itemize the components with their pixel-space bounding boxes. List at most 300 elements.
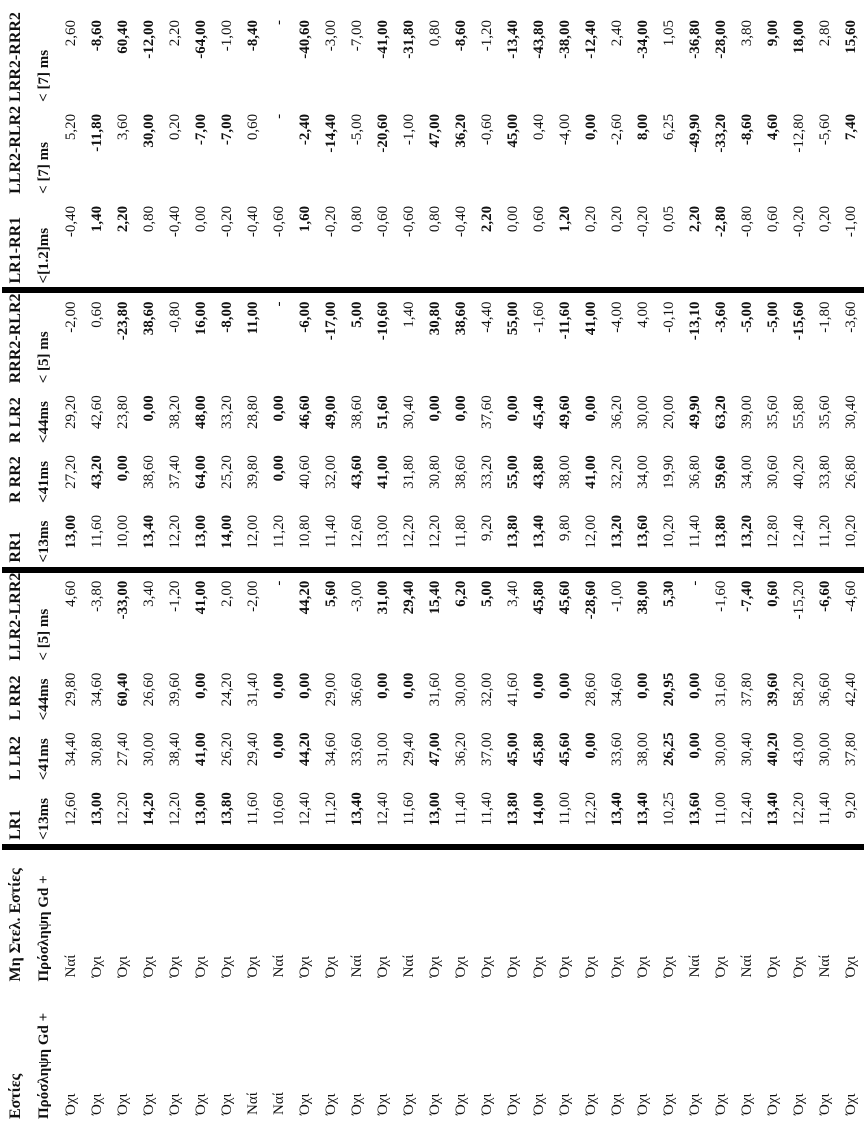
table-cell: - — [266, 290, 292, 387]
table-cell: Όχι — [526, 988, 552, 1125]
col-header-l-rr2: L RR2 — [2, 665, 30, 725]
table-cell: Όχι — [786, 847, 812, 988]
table-cell: -13,10 — [682, 290, 708, 387]
table-cell: 0,00 — [370, 665, 396, 725]
table-cell: 43,60 — [344, 447, 370, 507]
table-cell: 0,00 — [266, 447, 292, 507]
table-cell: -13,40 — [500, 12, 526, 106]
table-cell: 12,20 — [786, 784, 812, 847]
table-cell: 41,60 — [500, 665, 526, 725]
table-cell: 38,60 — [448, 447, 474, 507]
table-cell: 12,20 — [110, 784, 136, 847]
table-cell: 38,40 — [162, 724, 188, 784]
table-cell: 13,40 — [630, 784, 656, 847]
table-cell: 64,00 — [188, 447, 214, 507]
table-cell: -0,20 — [318, 198, 344, 291]
col-subheader-12: < [7] ms — [30, 12, 58, 106]
table-cell: 14,00 — [214, 507, 240, 570]
table-cell: -49,90 — [682, 106, 708, 198]
table-cell: -23,80 — [110, 290, 136, 387]
table-cell: 30,40 — [396, 387, 422, 447]
table-row — [526, 12, 552, 1125]
table-cell: -2,00 — [240, 570, 266, 665]
col-subheader-11: < [7] ms — [30, 106, 58, 198]
table-row — [448, 12, 474, 1125]
table-cell: - — [266, 570, 292, 665]
table-row — [162, 12, 188, 1125]
table-cell: Όχι — [84, 847, 110, 988]
table-cell: 40,60 — [292, 447, 318, 507]
table-cell: 34,60 — [604, 665, 630, 725]
table-cell: Όχι — [734, 988, 760, 1125]
col-header-r-rr2: R RR2 — [2, 447, 30, 507]
table-cell: Ναί — [396, 847, 422, 988]
table-cell: -4,00 — [552, 106, 578, 198]
table-cell: Όχι — [838, 847, 864, 988]
table-cell: 12,40 — [734, 784, 760, 847]
table-row — [578, 12, 604, 1125]
table-cell: -5,00 — [760, 290, 786, 387]
table-row — [474, 12, 500, 1125]
table-cell: 8,00 — [630, 106, 656, 198]
table-cell: 33,80 — [812, 447, 838, 507]
table-row — [630, 12, 656, 1125]
table-cell: Όχι — [448, 988, 474, 1125]
table-cell: 30,00 — [136, 106, 162, 198]
table-cell: 0,40 — [526, 106, 552, 198]
table-cell: Ναί — [58, 847, 84, 988]
table-cell: 36,60 — [812, 665, 838, 725]
table-cell: -40,60 — [292, 12, 318, 106]
col-header-llr2-rlr2: LLR2-RLR2 — [2, 106, 30, 198]
table-cell: Όχι — [136, 847, 162, 988]
table-cell: 30,40 — [838, 387, 864, 447]
table-cell: 33,20 — [474, 447, 500, 507]
table-cell: 13,00 — [188, 784, 214, 847]
table-cell: 0,00 — [500, 198, 526, 291]
table-row — [292, 12, 318, 1125]
table-cell: 11,20 — [318, 784, 344, 847]
table-cell: 12,20 — [162, 784, 188, 847]
table-cell: Όχι — [110, 988, 136, 1125]
table-cell: 32,20 — [604, 447, 630, 507]
table-cell: Όχι — [344, 988, 370, 1125]
table-cell: 0,80 — [422, 12, 448, 106]
table-cell: Όχι — [786, 988, 812, 1125]
table-cell: 26,60 — [136, 665, 162, 725]
table-cell: 13,40 — [136, 507, 162, 570]
table-cell: -15,60 — [786, 290, 812, 387]
table-row — [396, 12, 422, 1125]
table-row — [838, 12, 864, 1125]
table-cell: 0,60 — [526, 198, 552, 291]
table-cell: 11,40 — [448, 784, 474, 847]
table-cell: -0,80 — [162, 290, 188, 387]
table-cell: 28,80 — [240, 387, 266, 447]
table-cell: 43,80 — [526, 447, 552, 507]
table-cell: -11,60 — [552, 290, 578, 387]
table-cell: 45,60 — [552, 724, 578, 784]
table-cell: Όχι — [526, 847, 552, 988]
table-cell: -8,40 — [240, 12, 266, 106]
table-cell: Ναί — [266, 988, 292, 1125]
table-cell: 30,80 — [84, 724, 110, 784]
table-cell: Όχι — [604, 988, 630, 1125]
header-row-labels — [2, 12, 30, 1125]
table-cell: 31,00 — [370, 724, 396, 784]
table-cell: 34,00 — [630, 447, 656, 507]
table-row — [84, 12, 110, 1125]
table-row — [58, 12, 84, 1125]
table-cell: 13,40 — [760, 784, 786, 847]
table-cell: 45,80 — [526, 570, 552, 665]
table-cell: 33,60 — [344, 724, 370, 784]
table-cell: 0,80 — [344, 198, 370, 291]
table-cell: 0,00 — [552, 665, 578, 725]
table-cell: Όχι — [448, 847, 474, 988]
table-cell: Όχι — [422, 847, 448, 988]
table-cell: -7,40 — [734, 570, 760, 665]
table-cell: 2,20 — [682, 198, 708, 291]
table-cell: 0,20 — [162, 106, 188, 198]
table-cell: -1,00 — [838, 198, 864, 291]
table-row — [682, 12, 708, 1125]
table-cell: 26,80 — [838, 447, 864, 507]
table-cell: 0,00 — [188, 665, 214, 725]
table-cell: 38,60 — [448, 290, 474, 387]
table-cell: 0,00 — [682, 724, 708, 784]
table-cell: 4,60 — [58, 570, 84, 665]
table-cell: 28,60 — [578, 665, 604, 725]
table-cell: -7,00 — [214, 106, 240, 198]
table-cell: 34,40 — [58, 724, 84, 784]
table-cell: 41,00 — [188, 724, 214, 784]
table-cell: 12,00 — [578, 507, 604, 570]
table-cell: 45,00 — [500, 724, 526, 784]
table-cell: 25,20 — [214, 447, 240, 507]
table-cell: 37,60 — [474, 387, 500, 447]
table-cell: 9,20 — [474, 507, 500, 570]
table-cell: 12,20 — [578, 784, 604, 847]
table-cell: 29,20 — [58, 387, 84, 447]
table-row — [656, 12, 682, 1125]
table-cell: 0,20 — [604, 198, 630, 291]
table-cell: 63,20 — [708, 387, 734, 447]
table-cell: 24,20 — [214, 665, 240, 725]
table-cell: 11,20 — [266, 507, 292, 570]
table-cell: -5,60 — [812, 106, 838, 198]
table-cell: 0,60 — [84, 290, 110, 387]
table-cell: -0,60 — [396, 198, 422, 291]
col-subheader-6: <13ms — [30, 507, 58, 570]
table-cell: 36,60 — [344, 665, 370, 725]
table-cell: -1,20 — [474, 12, 500, 106]
col-subheader-5: < [5] ms — [30, 570, 58, 665]
table-cell: Όχι — [552, 847, 578, 988]
table-cell: 0,20 — [578, 198, 604, 291]
table-cell: 11,60 — [396, 784, 422, 847]
table-cell: -43,80 — [526, 12, 552, 106]
table-cell: 6,20 — [448, 570, 474, 665]
table-cell: 29,40 — [240, 724, 266, 784]
table-cell: -2,60 — [604, 106, 630, 198]
table-cell: 44,20 — [292, 724, 318, 784]
table-cell: 13,00 — [422, 784, 448, 847]
table-cell: 38,00 — [552, 447, 578, 507]
table-cell: 55,80 — [786, 387, 812, 447]
table-cell: 11,20 — [812, 507, 838, 570]
table-cell: Όχι — [136, 988, 162, 1125]
table-cell: 0,00 — [578, 387, 604, 447]
table-cell: -0,20 — [214, 198, 240, 291]
table-cell: -1,00 — [604, 570, 630, 665]
table-cell: Όχι — [474, 988, 500, 1125]
table-row — [786, 12, 812, 1125]
table-cell: 0,05 — [656, 198, 682, 291]
table-cell: Ναί — [344, 847, 370, 988]
table-row — [188, 12, 214, 1125]
table-cell: 41,00 — [578, 447, 604, 507]
table-cell: -8,60 — [734, 106, 760, 198]
table-cell: - — [266, 12, 292, 106]
table-cell: 49,90 — [682, 387, 708, 447]
table-cell: 13,80 — [214, 784, 240, 847]
table-cell: 47,00 — [422, 724, 448, 784]
table-cell: 20,00 — [656, 387, 682, 447]
table-cell: Ναί — [682, 847, 708, 988]
table-cell: 29,00 — [318, 665, 344, 725]
table-cell: 0,00 — [396, 665, 422, 725]
table-cell: Ναί — [240, 988, 266, 1125]
col-header-lesions: Εστίες — [2, 988, 30, 1125]
table-cell: 10,20 — [656, 507, 682, 570]
table-cell: 13,60 — [630, 507, 656, 570]
table-cell: 0,00 — [110, 447, 136, 507]
table-cell: Όχι — [474, 847, 500, 988]
table-cell: Όχι — [656, 988, 682, 1125]
table-cell: 15,60 — [838, 12, 864, 106]
table-cell: -3,60 — [838, 290, 864, 387]
table-cell: 39,60 — [760, 665, 786, 725]
table-cell: 36,20 — [448, 724, 474, 784]
col-subheader-10: <[1.2]ms — [30, 198, 58, 291]
table-cell: - — [682, 570, 708, 665]
table-cell: 30,40 — [734, 724, 760, 784]
table-cell: 13,40 — [526, 507, 552, 570]
col-subheader-2: <13ms — [30, 784, 58, 847]
table-cell: 11,00 — [240, 290, 266, 387]
table-cell: 39,60 — [162, 665, 188, 725]
table-cell: 12,20 — [162, 507, 188, 570]
table-cell: -0,40 — [162, 198, 188, 291]
table-cell: 19,90 — [656, 447, 682, 507]
table-cell: 45,60 — [552, 570, 578, 665]
table-cell: 1,60 — [292, 198, 318, 291]
col-header-lr1-rr1: LR1-RR1 — [2, 198, 30, 291]
table-cell: 30,00 — [136, 724, 162, 784]
table-cell: 0,60 — [760, 198, 786, 291]
table-cell: 5,30 — [656, 570, 682, 665]
table-cell: Όχι — [604, 847, 630, 988]
table-cell: 11,00 — [552, 784, 578, 847]
table-cell: -7,00 — [344, 12, 370, 106]
table-cell: -10,60 — [370, 290, 396, 387]
table-cell: -12,00 — [136, 12, 162, 106]
table-row — [422, 12, 448, 1125]
table-cell: Όχι — [214, 847, 240, 988]
table-cell: 42,40 — [838, 665, 864, 725]
table-cell: -12,40 — [578, 12, 604, 106]
table-cell: 12,00 — [240, 507, 266, 570]
table-cell: 34,60 — [318, 724, 344, 784]
col-subheader-1: Πρόσληψη Gd + — [30, 847, 58, 988]
table-cell: Ναί — [812, 847, 838, 988]
table-cell: 32,00 — [474, 665, 500, 725]
table-cell: 0,00 — [422, 387, 448, 447]
table-cell: 23,80 — [110, 387, 136, 447]
table-cell: 10,00 — [110, 507, 136, 570]
table-cell: 44,20 — [292, 570, 318, 665]
table-cell: 40,20 — [760, 724, 786, 784]
table-cell: -0,40 — [448, 198, 474, 291]
table-cell: 3,60 — [110, 106, 136, 198]
table-cell: 42,60 — [84, 387, 110, 447]
col-subheader-4: <44ms — [30, 665, 58, 725]
table-cell: 2,20 — [474, 198, 500, 291]
table-cell: 0,00 — [500, 387, 526, 447]
table-cell: 31,60 — [708, 665, 734, 725]
table-cell: 29,40 — [396, 570, 422, 665]
col-subheader-8: <44ms — [30, 387, 58, 447]
table-cell: 0,00 — [682, 665, 708, 725]
table-cell: 55,00 — [500, 447, 526, 507]
table-cell: 0,00 — [266, 387, 292, 447]
table-cell: 11,80 — [448, 507, 474, 570]
table-cell: 12,40 — [370, 784, 396, 847]
table-cell: 0,80 — [422, 198, 448, 291]
table-cell: 45,00 — [500, 106, 526, 198]
table-cell: 20,95 — [656, 665, 682, 725]
table-row — [136, 12, 162, 1125]
table-cell: 0,00 — [448, 387, 474, 447]
table-cell: 1,20 — [552, 198, 578, 291]
table-row — [240, 12, 266, 1125]
col-header-rrr2-rlr2: RRR2-RLR2 — [2, 290, 30, 387]
table-cell: 55,00 — [500, 290, 526, 387]
table-cell: - — [266, 106, 292, 198]
table-cell: 39,80 — [240, 447, 266, 507]
table-cell: 13,00 — [58, 507, 84, 570]
table-cell: 39,00 — [734, 387, 760, 447]
table-cell: 34,60 — [84, 665, 110, 725]
table-cell: 4,00 — [630, 290, 656, 387]
table-cell: 12,60 — [344, 507, 370, 570]
table-cell: 30,60 — [760, 447, 786, 507]
table-cell: 2,20 — [110, 198, 136, 291]
table-cell: -0,20 — [630, 198, 656, 291]
table-cell: -0,60 — [370, 198, 396, 291]
table-row — [812, 12, 838, 1125]
table-cell: 13,60 — [682, 784, 708, 847]
table-row — [552, 12, 578, 1125]
table-cell: 0,60 — [760, 570, 786, 665]
table-row — [370, 12, 396, 1125]
table-cell: 13,20 — [734, 507, 760, 570]
table-cell: -3,80 — [84, 570, 110, 665]
table-cell: 7,40 — [838, 106, 864, 198]
table-cell: Όχι — [422, 988, 448, 1125]
table-cell: 1,40 — [396, 290, 422, 387]
table-cell: -28,60 — [578, 570, 604, 665]
table-cell: -28,00 — [708, 12, 734, 106]
table-cell: 12,40 — [786, 507, 812, 570]
col-subheader-0: Πρόσληψη Gd + — [30, 988, 58, 1125]
table-cell: Όχι — [318, 988, 344, 1125]
table-cell: 11,40 — [812, 784, 838, 847]
table-cell: 10,20 — [838, 507, 864, 570]
table-cell: Όχι — [318, 847, 344, 988]
table-cell: 12,40 — [292, 784, 318, 847]
table-cell: 12,20 — [396, 507, 422, 570]
table-cell: 1,40 — [84, 198, 110, 291]
table-cell: -5,00 — [344, 106, 370, 198]
table-cell: 49,60 — [552, 387, 578, 447]
measurements-table — [2, 12, 864, 1125]
table-cell: -0,60 — [474, 106, 500, 198]
table-cell: 31,00 — [370, 570, 396, 665]
table-cell: 60,40 — [110, 12, 136, 106]
table-cell: -8,60 — [448, 12, 474, 106]
table-cell: 16,00 — [188, 290, 214, 387]
table-cell: -0,10 — [656, 290, 682, 387]
table-cell: 0,60 — [240, 106, 266, 198]
table-cell: -0,40 — [240, 198, 266, 291]
table-cell: 41,00 — [188, 570, 214, 665]
table-cell: 60,40 — [110, 665, 136, 725]
table-cell: 0,00 — [526, 665, 552, 725]
table-cell: 0,00 — [578, 106, 604, 198]
table-cell: Όχι — [708, 988, 734, 1125]
table-row — [500, 12, 526, 1125]
table-cell: Όχι — [214, 988, 240, 1125]
table-cell: 40,20 — [786, 447, 812, 507]
table-cell: Όχι — [162, 847, 188, 988]
table-cell: 2,00 — [214, 570, 240, 665]
table-cell: 5,60 — [318, 570, 344, 665]
table-cell: -4,60 — [838, 570, 864, 665]
table-cell: 45,40 — [526, 387, 552, 447]
table-cell: 33,20 — [214, 387, 240, 447]
table-cell: -31,80 — [396, 12, 422, 106]
table-body — [58, 12, 864, 1125]
table-cell: -0,80 — [734, 198, 760, 291]
table-cell: Όχι — [500, 988, 526, 1125]
table-row — [708, 12, 734, 1125]
table-cell: 9,20 — [838, 784, 864, 847]
table-cell: -41,00 — [370, 12, 396, 106]
table-cell: 12,80 — [760, 507, 786, 570]
table-cell: Όχι — [630, 988, 656, 1125]
table-cell: Όχι — [630, 847, 656, 988]
col-header-lrr2-rrr2: LRR2-RRR2 — [2, 12, 30, 106]
table-cell: 18,00 — [786, 12, 812, 106]
table-cell: 14,00 — [526, 784, 552, 847]
table-cell: 10,60 — [266, 784, 292, 847]
table-cell: -6,00 — [292, 290, 318, 387]
table-cell: Όχι — [58, 988, 84, 1125]
table-cell: 38,60 — [136, 447, 162, 507]
table-cell: 11,40 — [318, 507, 344, 570]
